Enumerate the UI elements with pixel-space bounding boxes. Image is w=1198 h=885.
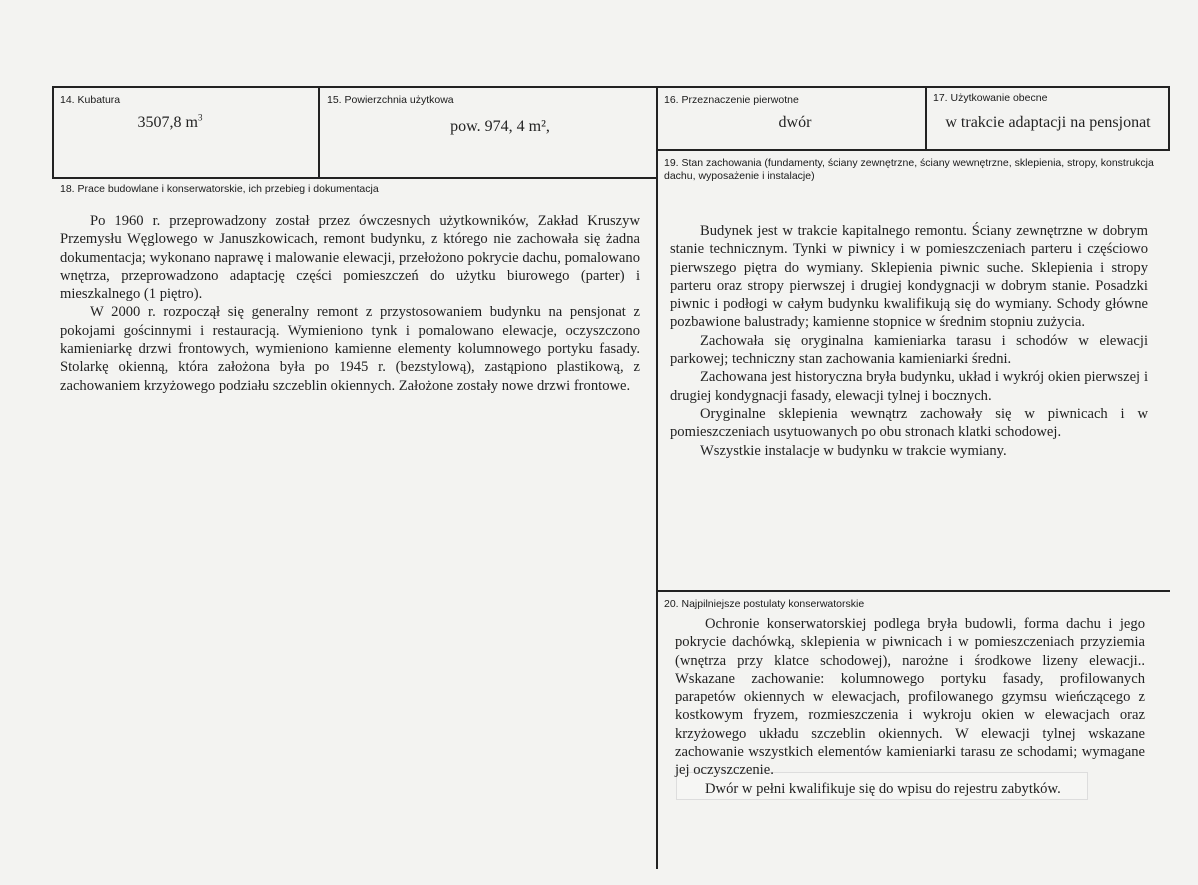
field-18-text: [60, 212, 640, 395]
field-19-text: [670, 222, 1148, 460]
field-15-value: pow. 974, 4 m²,: [450, 118, 550, 135]
hline-row1-right: [656, 149, 1170, 151]
field-16-value: dwór: [778, 114, 812, 131]
kubatura-unit-sup: 3: [197, 112, 203, 123]
vline-right: [1168, 86, 1170, 150]
hline-20-top: [656, 590, 1170, 592]
field-17-label: 17. Użytkowanie obecne: [933, 92, 1048, 104]
kubatura-number: 3507,8 m: [137, 114, 198, 131]
field-19-paragraph-4: Oryginalne sklepienia wewnątrz zachowały się w piwnicach i w pomieszczeniach usytuowanych po obu stronach klatki schodowej.: [670, 405, 1148, 441]
field-14-value: [100, 114, 240, 132]
field-20-paragraph-1: Ochronie konserwatorskiej podlega bryła budowli, forma dachu i jego pokrycie dachówką, sklepienia w piwnicach i w pomieszczeniach przyziemia (wnętrza przy klatce schodowej), narożne i środkowe lizeny elewacji.. Wskazane zachowanie: kolumnowego portyku fasady, profilowanych parapetów okiennych w elewacjach, profilowanego gzymsu wieńczącego z kostkowym fryzem, rozmieszczenia i wykroju okien w elewacjach oraz krzyżowego układu szczeblin okiennych. W elewacji tylnej wskazane zachowanie wszystkich elementów kamieniarki tarasu ze schodami; wymagane jej oczyszczenie.: [675, 616, 1145, 779]
field-19-paragraph-3: Zachowana jest historyczna bryła budynku, układ i wykrój okien pierwszej i drugiej kondygnacji fasady, elewacji tylnej i bocznych.: [670, 369, 1148, 404]
field-19-paragraph-1: Budynek jest w trakcie kapitalnego remontu. Ściany zewnętrzne w dobrym stanie technicznym. Tynki w piwnicy i w pomieszczeniach parteru i częściowo pierwszego piętra do wymiany. Sklepienia piwnic suche. Sklepienia i stropy parteru oraz stropy pierwszej i drugiej kondygnacji w dobrym stanie. Posadzki piwnic i podłogi w całym budynku kwalifikują się do wymiany. Schody główne pozbawione balustrady; kamienne stopnice w średnim stopniu zużycia.: [670, 223, 1148, 331]
field-14-label: 14. Kubatura: [60, 94, 121, 106]
vline-16-17: [925, 86, 927, 150]
field-15-label: 15. Powierzchnia użytkowa: [327, 94, 454, 106]
top-rule: [52, 86, 1170, 88]
field-18-paragraph-2: W 2000 r. rozpoczął się generalny remont z przystosowaniem budynku na pensjonat z pokojami gościnnymi i restauracją. Wymieniono tynk i pomalowano elewacje, oczyszczono kamieniarkę drzwi frontowych, wymieniono kamienne elementy kolumnowego portyku fasady. Stolarkę okienną, która założona była po 1945 r. (bezstylową), zastąpiono plastikową, z zachowaniem krzyżowego podziału szczeblin okiennych. Założone zostały nowe drzwi frontowe.: [60, 304, 640, 394]
field-19-label: 19. Stan zachowania (fundamenty, ściany zewnętrzne, ściany wewnętrzne, sklepienia, stropy, konstrukcja dachu, wyposażenie i instalacje): [664, 157, 1154, 182]
field-18-paragraph-1: Po 1960 r. przeprowadzony został przez ówczesnych użytkowników, Zakład Kruszyw Przemysłu Węglowego w Januszkowicach, remont budynku, z którego nie zachowała się żadna dokumentacja; wykonano naprawę i malowanie elewacji, przełożono pokrycie dachu, pomalowano wnętrza, przeprowadzono adaptację części pomieszczeń do użytku biurowego (parter) i mieszkalnego (1 piętro).: [60, 213, 640, 303]
field-20-label: 20. Najpilniejsze postulaty konserwatorskie: [664, 598, 865, 610]
vline-center: [656, 86, 658, 869]
vline-left: [52, 86, 54, 178]
hline-18-top: [52, 177, 658, 179]
field-20-text: [675, 615, 1145, 798]
field-20-paragraph-2: Dwór w pełni kwalifikuje się do wpisu do rejestru zabytków.: [705, 780, 1061, 797]
field-19-paragraph-5: Wszystkie instalacje w budynku w trakcie wymiany.: [700, 442, 1007, 459]
field-16-label: 16. Przeznaczenie pierwotne: [664, 94, 799, 106]
field-17-value: w trakcie adaptacji na pensjonat: [945, 114, 1151, 131]
field-18-label: 18. Prace budowlane i konserwatorskie, ich przebieg i dokumentacja: [60, 183, 379, 195]
field-19-paragraph-2: Zachowała się oryginalna kamieniarka tarasu i schodów w elewacji parkowej; techniczny stan zachowania kamieniarki średni.: [670, 332, 1148, 368]
vline-14-15: [318, 86, 320, 178]
